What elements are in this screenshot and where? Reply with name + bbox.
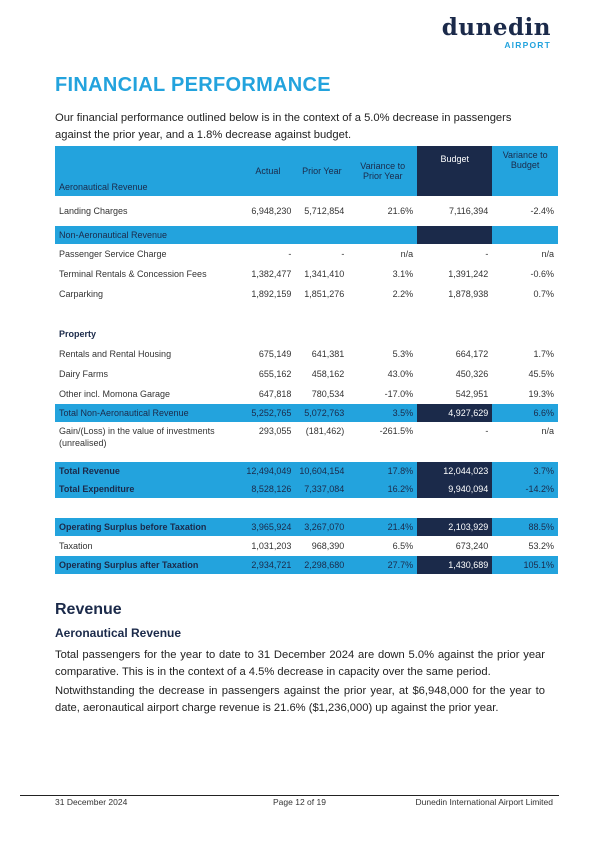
footer-date: 31 December 2024: [55, 797, 128, 807]
subsection-row-property: [55, 324, 558, 344]
body-paragraph: Notwithstanding the decrease in passengers against the prior year, at $6,948,000 for the year to date, aeronautical airport charge revenue is 21.6% ($1,236,000) up against the prior year.: [55, 685, 545, 714]
cell-budget: 2,103,929: [417, 518, 492, 536]
spacer-row: [55, 452, 558, 462]
cell-actual: 5,252,765: [240, 404, 295, 422]
cell-variance-budget: -0.6%: [530, 269, 554, 279]
cell-variance-prior: 17.8%: [348, 462, 417, 480]
row-label: Gain/(Loss) in the value of investments (unrealised): [59, 426, 215, 448]
table-row-taxation: [55, 536, 558, 556]
cell-budget: 12,044,023: [417, 462, 492, 480]
header-aeronautical-revenue: Aeronautical Revenue: [55, 146, 240, 196]
cell-variance-budget: 19.3%: [528, 389, 554, 399]
aeronautical-revenue-heading: Aeronautical Revenue: [55, 626, 182, 640]
header-variance-prior-year: Variance to Prior Year: [348, 146, 417, 196]
cell-budget: 664,172: [455, 349, 489, 359]
table-row: [55, 364, 558, 384]
cell-variance-prior: 21.6%: [387, 206, 414, 216]
cell-budget: 1,391,242: [448, 269, 489, 279]
cell-variance-budget: n/a: [541, 249, 554, 259]
footer-page-number: Page 12 of 19: [273, 797, 326, 807]
row-label: Terminal Rentals & Concession Fees: [59, 269, 207, 279]
total-row-surplus-before-tax: [55, 518, 558, 536]
cell-budget: 450,326: [455, 369, 489, 379]
table-row: [55, 244, 558, 264]
revenue-heading: Revenue: [55, 601, 122, 618]
logo-wordmark: dunedin: [441, 14, 551, 41]
cell-actual: 8,528,126: [240, 480, 295, 498]
cell-actual: 3,965,924: [240, 518, 295, 536]
cell-budget: 4,927,629: [417, 404, 492, 422]
cell-variance-prior: 2.2%: [392, 289, 414, 299]
cell-variance-budget: 0.7%: [533, 289, 554, 299]
row-label: Total Non-Aeronautical Revenue: [55, 404, 240, 422]
cell-variance-budget: 45.5%: [528, 369, 554, 379]
cell-variance-budget: 6.6%: [492, 404, 558, 422]
row-label: Dairy Farms: [59, 369, 108, 379]
cell-budget: 673,240: [455, 541, 489, 551]
cell-variance-prior: 27.7%: [348, 556, 417, 574]
row-label: Rentals and Rental Housing: [59, 349, 172, 359]
table-row: [55, 196, 558, 226]
subsection-label: Property: [59, 329, 97, 339]
cell-variance-prior: 6.5%: [392, 541, 414, 551]
cell-variance-prior: 16.2%: [348, 480, 417, 498]
cell-variance-prior: 21.4%: [348, 518, 417, 536]
cell-variance-budget: 53.2%: [528, 541, 554, 551]
cell-actual: 12,494,049: [240, 462, 295, 480]
cell-variance-budget: n/a: [541, 426, 554, 436]
cell-variance-prior: -17.0%: [384, 389, 414, 399]
cell-variance-prior: n/a: [400, 249, 414, 259]
cell-variance-prior: 5.3%: [392, 349, 414, 359]
cell-budget: 1,430,689: [417, 556, 492, 574]
cell-budget: -: [485, 426, 489, 436]
section-label: Non-Aeronautical Revenue: [55, 226, 240, 244]
footer-organisation: Dunedin International Airport Limited: [415, 797, 553, 807]
row-label: Landing Charges: [59, 206, 128, 216]
cell-variance-prior: 3.5%: [348, 404, 417, 422]
cell-actual: 1,382,477: [251, 269, 292, 279]
header-variance-budget: Variance to Budget: [492, 146, 558, 196]
cell-budget: 7,116,394: [448, 206, 489, 216]
row-label: Operating Surplus after Taxation: [55, 556, 240, 574]
cell-prior: 5,712,854: [304, 206, 345, 216]
cell-prior: 5,072,763: [295, 404, 348, 422]
cell-actual: 293,055: [258, 426, 292, 436]
cell-prior: 968,390: [311, 541, 345, 551]
cell-variance-budget: 88.5%: [492, 518, 558, 536]
table-row: [55, 384, 558, 404]
cell-prior: (181,462): [305, 426, 345, 436]
footer-divider: [20, 795, 559, 796]
company-logo: [442, 14, 551, 50]
row-label: Taxation: [59, 541, 93, 551]
cell-prior: 1,341,410: [304, 269, 345, 279]
cell-actual: 675,149: [258, 349, 292, 359]
cell-prior: 3,267,070: [295, 518, 348, 536]
page-title: FINANCIAL PERFORMANCE: [55, 74, 331, 96]
total-row-revenue: [55, 462, 558, 480]
row-label: Operating Surplus before Taxation: [55, 518, 240, 536]
section-row-non-aeronautical: [55, 226, 558, 244]
cell-actual: 647,818: [258, 389, 292, 399]
row-label: Passenger Service Charge: [59, 249, 167, 259]
cell-variance-budget: -14.2%: [492, 480, 558, 498]
financial-table: [55, 146, 558, 574]
body-paragraph: Total passengers for the year to date to 31 December 2024 are down 5.0% against the prior year comparative. This is in the context of a 4.5% decrease in capacity over the same period.: [55, 649, 545, 678]
cell-prior: 7,337,084: [295, 480, 348, 498]
logo-subtitle: AIRPORT: [504, 40, 551, 50]
cell-budget: 1,878,938: [448, 289, 489, 299]
header-prior-year: Prior Year: [295, 146, 348, 196]
cell-prior: 10,604,154: [295, 462, 348, 480]
cell-variance-prior: -261.5%: [379, 426, 414, 436]
cell-budget: 542,951: [455, 389, 489, 399]
cell-prior: 641,381: [311, 349, 345, 359]
table-row: [55, 264, 558, 284]
cell-actual: 6,948,230: [251, 206, 292, 216]
cell-prior: 2,298,680: [295, 556, 348, 574]
cell-prior: 1,851,276: [304, 289, 345, 299]
spacer-row: [55, 304, 558, 324]
cell-actual: -: [288, 249, 292, 259]
row-label: Carparking: [59, 289, 104, 299]
cell-budget: -: [485, 249, 489, 259]
cell-variance-budget: 105.1%: [492, 556, 558, 574]
table-header-row: [55, 146, 558, 196]
cell-variance-prior: 43.0%: [387, 369, 414, 379]
table-row: [55, 344, 558, 364]
row-label: Total Expenditure: [55, 480, 240, 498]
table-row: [55, 284, 558, 304]
header-actual: Actual: [240, 146, 295, 196]
cell-prior: 780,534: [311, 389, 345, 399]
total-row-surplus-after-tax: [55, 556, 558, 574]
cell-actual: 2,934,721: [240, 556, 295, 574]
cell-variance-budget: 1.7%: [533, 349, 554, 359]
cell-variance-budget: -2.4%: [530, 206, 554, 216]
cell-variance-budget: 3.7%: [492, 462, 558, 480]
row-label: Other incl. Momona Garage: [59, 389, 171, 399]
header-budget: Budget: [417, 146, 492, 196]
intro-paragraph: Our financial performance outlined below is in the context of a 5.0% decrease in passengers against the prior year, and a 1.8% decrease against budget.: [55, 112, 512, 141]
cell-budget: 9,940,094: [417, 480, 492, 498]
cell-prior: 458,162: [311, 369, 345, 379]
total-row-expenditure: [55, 480, 558, 498]
row-label: Total Revenue: [55, 462, 240, 480]
spacer-row: [55, 498, 558, 518]
cell-variance-prior: 3.1%: [392, 269, 414, 279]
cell-prior: -: [341, 249, 345, 259]
cell-actual: 1,892,159: [251, 289, 292, 299]
table-row: [55, 422, 558, 452]
cell-actual: 655,162: [258, 369, 292, 379]
cell-actual: 1,031,203: [251, 541, 292, 551]
total-row-non-aeronautical: [55, 404, 558, 422]
